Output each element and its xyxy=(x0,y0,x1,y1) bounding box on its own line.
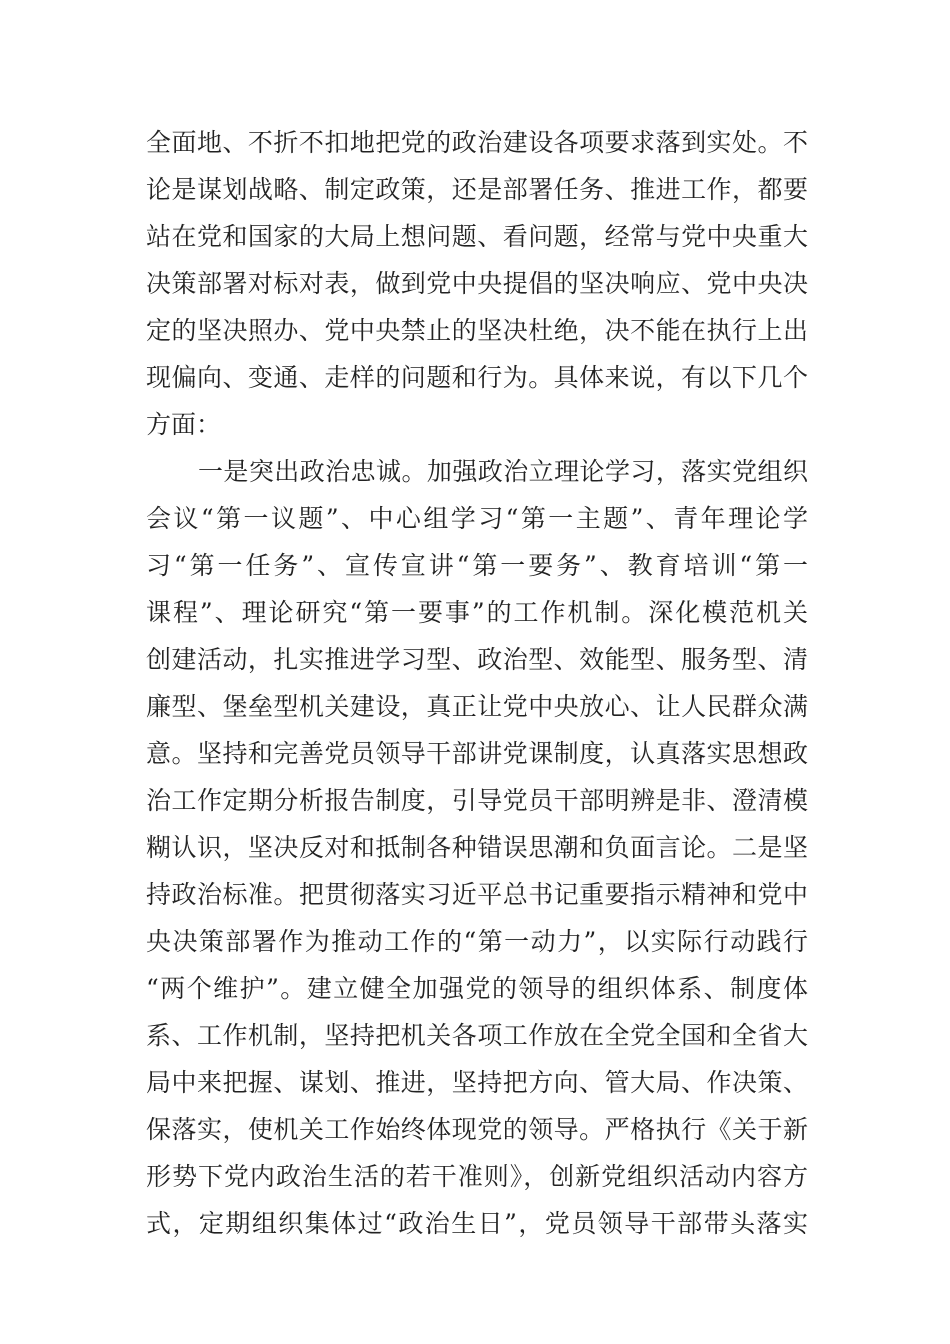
text-line: 习“第一任务”、宣传宣讲“第一要务”、教育培训“第一 xyxy=(146,551,808,580)
text-line: 形势下党内政治生活的若干准则》，创新党组织活动内容方 xyxy=(146,1162,808,1191)
text-line: 廉型、堡垒型机关建设，真正让党中央放心、让人民群众满 xyxy=(146,692,808,721)
text-line: 定的坚决照办、党中央禁止的坚决杜绝，决不能在执行上出 xyxy=(146,316,808,345)
text-line: 全面地、不折不扣地把党的政治建设各项要求落到实处。不 xyxy=(146,128,808,157)
text-line: 现偏向、变通、走样的问题和行为。具体来说，有以下几个 xyxy=(146,363,808,392)
text-line: 式，定期组织集体过“政治生日”，党员领导干部带头落实 xyxy=(146,1209,808,1238)
text-line: 创建活动，扎实推进学习型、政治型、效能型、服务型、清 xyxy=(146,645,808,674)
text-line: 意。坚持和完善党员领导干部讲党课制度，认真落实思想政 xyxy=(146,739,808,768)
text-line: 课程”、理论研究“第一要事”的工作机制。深化模范机关 xyxy=(146,598,808,627)
text-line: 站在党和国家的大局上想问题、看问题，经常与党中央重大 xyxy=(146,222,808,251)
text-line: 会议“第一议题”、中心组学习“第一主题”、青年理论学 xyxy=(146,504,808,533)
text-line: 决策部署对标对表，做到党中央提倡的坚决响应、党中央决 xyxy=(146,269,808,298)
text-line: 一是突出政治忠诚。加强政治立理论学习，落实党组织 xyxy=(198,457,808,486)
text-line: 保落实，使机关工作始终体现党的领导。严格执行《关于新 xyxy=(146,1115,808,1144)
text-line: “两个维护”。建立健全加强党的领导的组织体系、制度体 xyxy=(146,974,808,1003)
text-line: 持政治标准。把贯彻落实习近平总书记重要指示精神和党中 xyxy=(146,880,808,909)
text-line: 局中来把握、谋划、推进，坚持把方向、管大局、作决策、 xyxy=(146,1068,808,1097)
text-line: 央决策部署作为推动工作的“第一动力”，以实际行动践行 xyxy=(146,927,808,956)
text-line: 论是谋划战略、制定政策，还是部署任务、推进工作，都要 xyxy=(146,175,808,204)
text-line: 糊认识，坚决反对和抵制各种错误思潮和负面言论。二是坚 xyxy=(146,833,808,862)
text-line: 治工作定期分析报告制度，引导党员干部明辨是非、澄清模 xyxy=(146,786,808,815)
text-line: 方面： xyxy=(146,410,222,439)
text-line: 系、工作机制，坚持把机关各项工作放在全党全国和全省大 xyxy=(146,1021,808,1050)
